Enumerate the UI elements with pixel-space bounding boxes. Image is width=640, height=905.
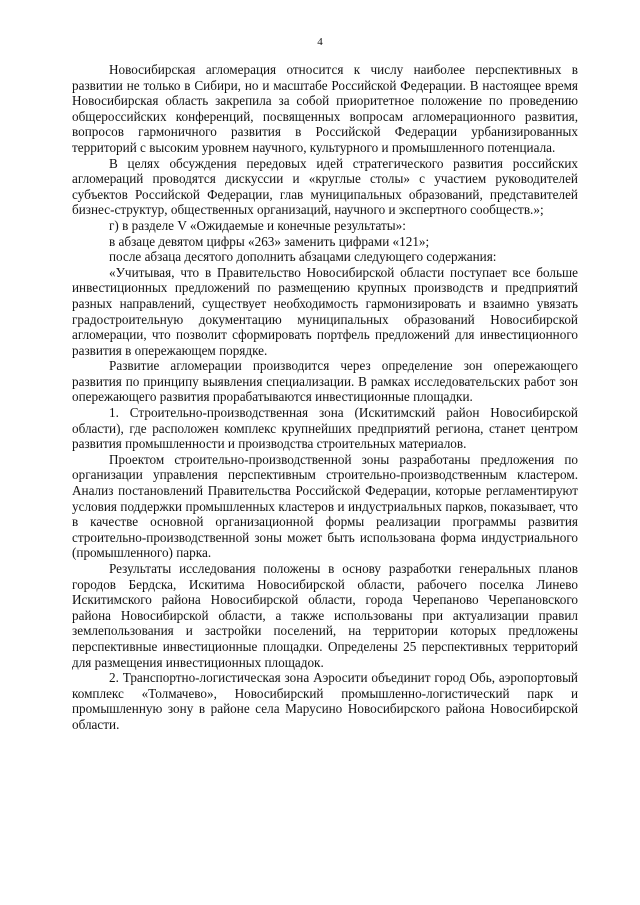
paragraph-zones-development: Развитие агломерации производится через определение зон опережающего развития по принципу выявления специализации. В рамках исследовательских работ зон опережающего развития прорабатываются инвестиционные площадки. bbox=[72, 358, 578, 405]
document-body bbox=[72, 62, 578, 733]
paragraph-agglomeration-intro: Новосибирская агломерация относится к числу наиболее перспективных в развитии не только в Сибири, но и масштабе Российской Федерации. В настоящее время Новосибирская область закрепила за собой приоритетное положение по проведению общероссийских конференций, посвященных вопросам агломерационного развития, вопросов гармоничного развития в Российской Федерации урбанизированных территорий с высоким уровнем научного, культурного и промышленного потенциала. bbox=[72, 62, 578, 155]
paragraph-abzac-nine: в абзаце девятом цифры «263» заменить цифрами «121»; bbox=[109, 233, 430, 249]
paragraph-cluster-project: Проектом строительно-производственной зоны разработаны предложения по организации управления перспективным строительно-производственным кластером. Анализ постановлений Правительства Российской Федерации, которые регламентируют условия поддержки промышленных кластеров и индустриальных парков, показывает, что в качестве основной организационной формы реализации программы развития строительно-производственной зоны может быть использована форма индустриального (промышленного) парка. bbox=[72, 451, 578, 561]
paragraph-construction-zone: 1. Строительно-производственная зона (Искитимский район Новосибирской области), где расположен комплекс крупнейших предприятий региона, станет центром развития промышленности и производства строительных материалов. bbox=[72, 405, 578, 452]
paragraph-research-results: Результаты исследования положены в основу разработки генеральных планов городов Бердска, Искитима Новосибирской области, рабочего поселка Линево Искитимского района Новосибирской области, города Черепаново Черепановского района Новосибирской области, а также использованы при актуализации правил землепользования и застройки поселений, на территории которых предложены перспективные инвестиционные площадки. Определены 25 перспективных территорий для размещения инвестиционных площадок. bbox=[72, 561, 578, 670]
paragraph-transport-logistics-zone: 2. Транспортно-логистическая зона Аэросити объединит город Обь, аэропортовый комплекс «Толмачево», Новосибирский промышленно-логистический парк и промышленную зону в районе села Марусино Новосибирского района Новосибирской области. bbox=[72, 670, 578, 732]
paragraph-investment-proposals: «Учитывая, что в Правительство Новосибирской области поступает все больше инвестиционных предложений по размещению крупных производств и предприятий разных направлений, существует необходимость гармонизировать и взаимно увязать градостроительную документацию муниципальных образований Новосибирской агломерации, что позволит сформировать портфель предложений для инвестиционного развития в опережающем порядке. bbox=[72, 264, 578, 358]
paragraph-section-v: г) в разделе V «Ожидаемые и конечные результаты»: bbox=[109, 217, 406, 233]
page-number: 4 bbox=[317, 36, 323, 48]
paragraph-round-tables: В целях обсуждения передовых идей стратегического развития российских агломераций проводятся дискуссии и «круглые столы» с участием руководителей субъектов Российской Федерации, глав муниципальных образований, представителей бизнес-структур, общественных организаций, научного и экспертного сообществ.»; bbox=[72, 155, 578, 218]
paragraph-abzac-ten: после абзаца десятого дополнить абзацами следующего содержания: bbox=[109, 249, 497, 265]
